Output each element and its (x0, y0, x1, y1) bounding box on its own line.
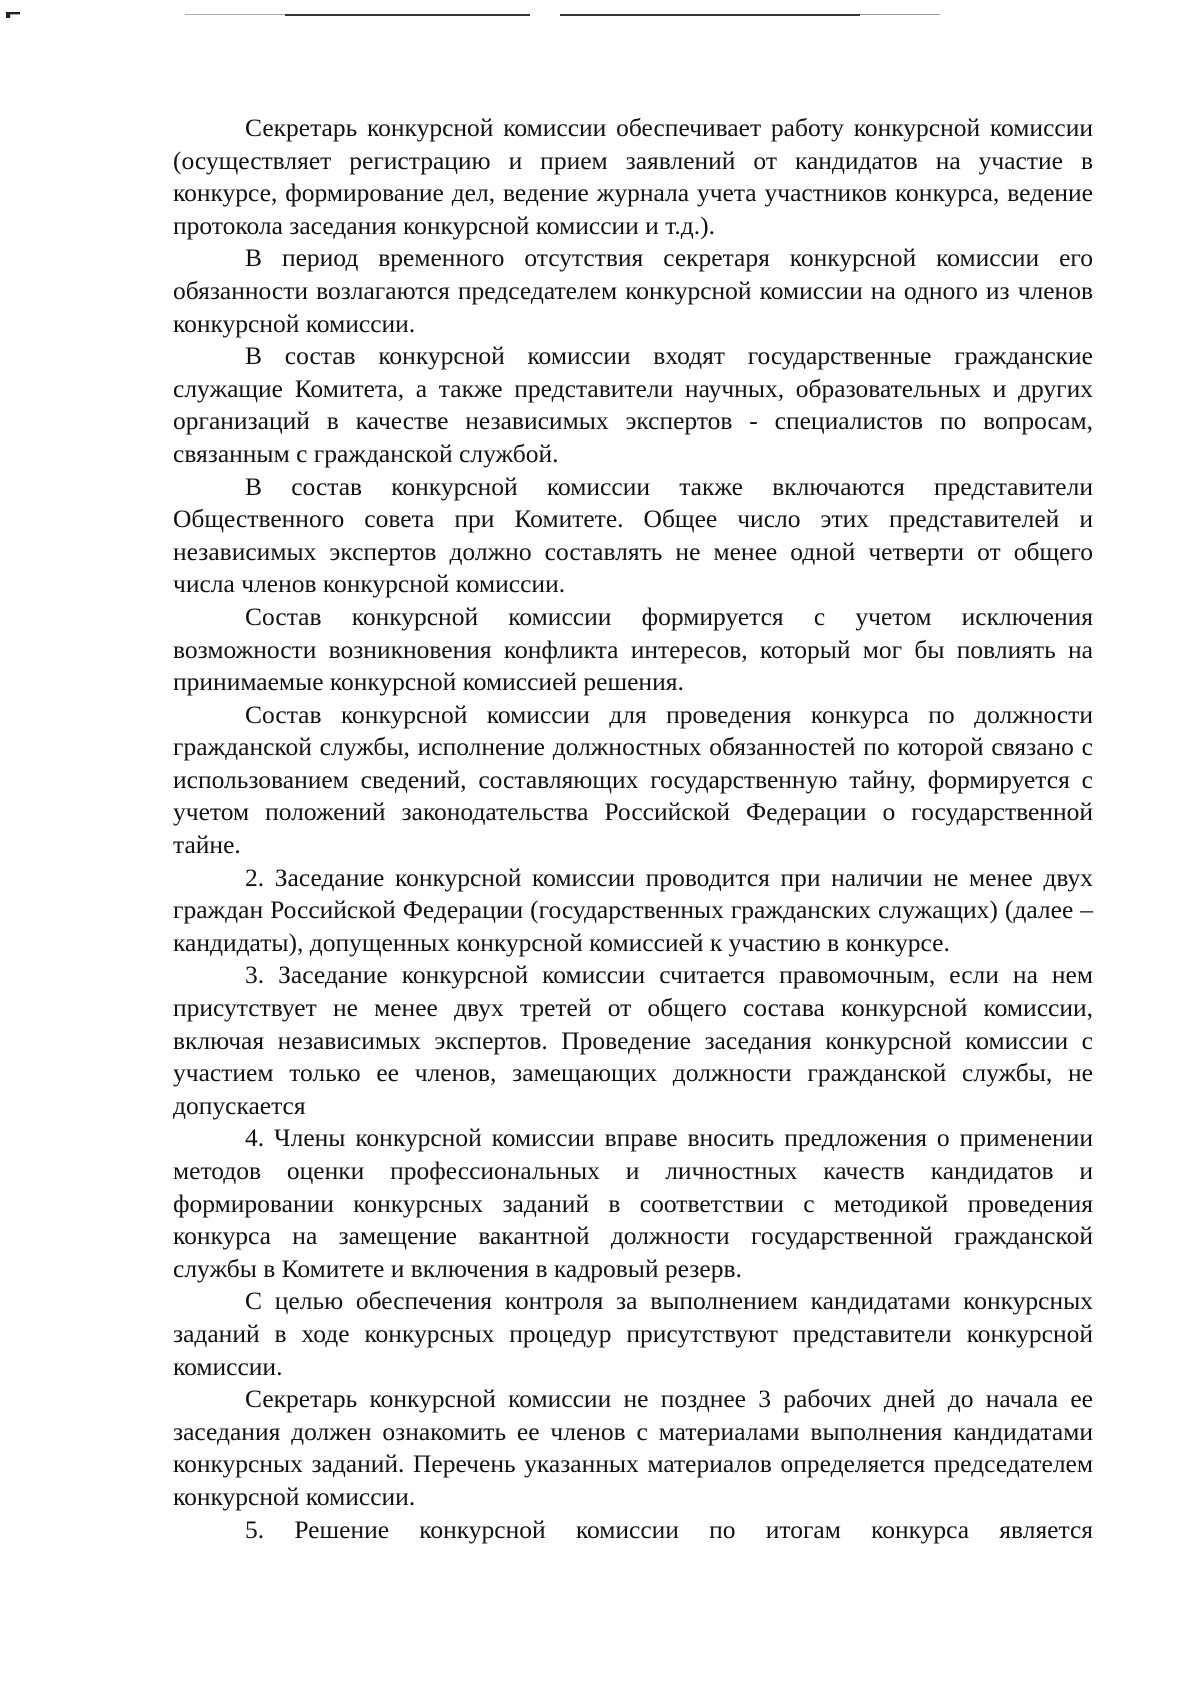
paragraph: 4. Члены конкурсной комиссии вправе вносить предложения о применении методов оценки профессиональных и личностных качеств кандидатов и формировании конкурсных заданий в соответствии с методикой проведения конкурса на замещение вакантной должности государственной гражданской службы в Комитете и включения в кадровый резерв. (173, 1123, 1093, 1283)
paragraph: В период временного отсутствия секретаря конкурсной комиссии его обязанности возлагаются председателем конкурсной комиссии на одного из членов конкурсной комиссии. (173, 243, 1093, 338)
header-rule (285, 14, 530, 16)
header-rule (860, 14, 940, 15)
paragraph: 2. Заседание конкурсной комиссии проводится при наличии не менее двух граждан Российской Федерации (государственных гражданских служащих) (далее – кандидаты), допущенных конкурсной комиссией к участию в конкурсе. (173, 862, 1093, 957)
paragraph: В состав конкурсной комиссии также включаются представители Общественного совета при Комитете. Общее число этих представителей и независимых экспертов должно составлять не менее одной четверти от общего числа членов конкурсной комиссии. (173, 471, 1093, 599)
scan-corner-mark (6, 12, 20, 18)
document-body (173, 112, 1093, 1546)
header-rule (775, 14, 860, 16)
paragraph: С целью обеспечения контроля за выполнением кандидатами конкурсных заданий в ходе конкурсных процедур присутствуют представители конкурсной комиссии. (173, 1286, 1093, 1381)
paragraph: 5. Решение конкурсной комиссии по итогам конкурса является (245, 1514, 1093, 1544)
paragraph: Состав конкурсной комиссии формируется с учетом исключения возможности возникновения конфликта интересов, который мог бы повлиять на принимаемые конкурсной комиссией решения. (173, 601, 1093, 697)
header-rule (185, 14, 285, 15)
paragraph: Секретарь конкурсной комиссии не позднее 3 рабочих дней до начала ее заседания должен ознакомить ее членов с материалами выполнения кандидатами конкурсных заданий. Перечень указанных материалов определяется председателем конкурсной комиссии. (173, 1384, 1093, 1511)
header-rule (560, 14, 775, 16)
paragraph: В состав конкурсной комиссии входят государственные гражданские служащие Комитета, а также представители научных, образовательных и других организаций в качестве независимых экспертов - специалистов по вопросам, связанным с гражданской службой. (173, 341, 1093, 468)
paragraph: Состав конкурсной комиссии для проведения конкурса по должности гражданской службы, исполнение должностных обязанностей по которой связано с использованием сведений, составляющих государственную тайну, формируется с учетом положений законодательства Российской Федерации о государственной тайне. (173, 699, 1093, 860)
paragraph: 3. Заседание конкурсной комиссии считается правомочным, если на нем присутствует не менее двух третей от общего состава конкурсной комиссии, включая независимых экспертов. Проведение заседания конкурсной комиссии с участием только ее членов, замещающих должности гражданской службы, не допускается (173, 960, 1093, 1120)
paragraph: Секретарь конкурсной комиссии обеспечивает работу конкурсной комиссии (осуществляет регистрацию и прием заявлений от кандидатов на участие в конкурсе, формирование дел, ведение журнала учета участников конкурса, ведение протокола заседания конкурсной комиссии и т.д.). (173, 113, 1093, 240)
